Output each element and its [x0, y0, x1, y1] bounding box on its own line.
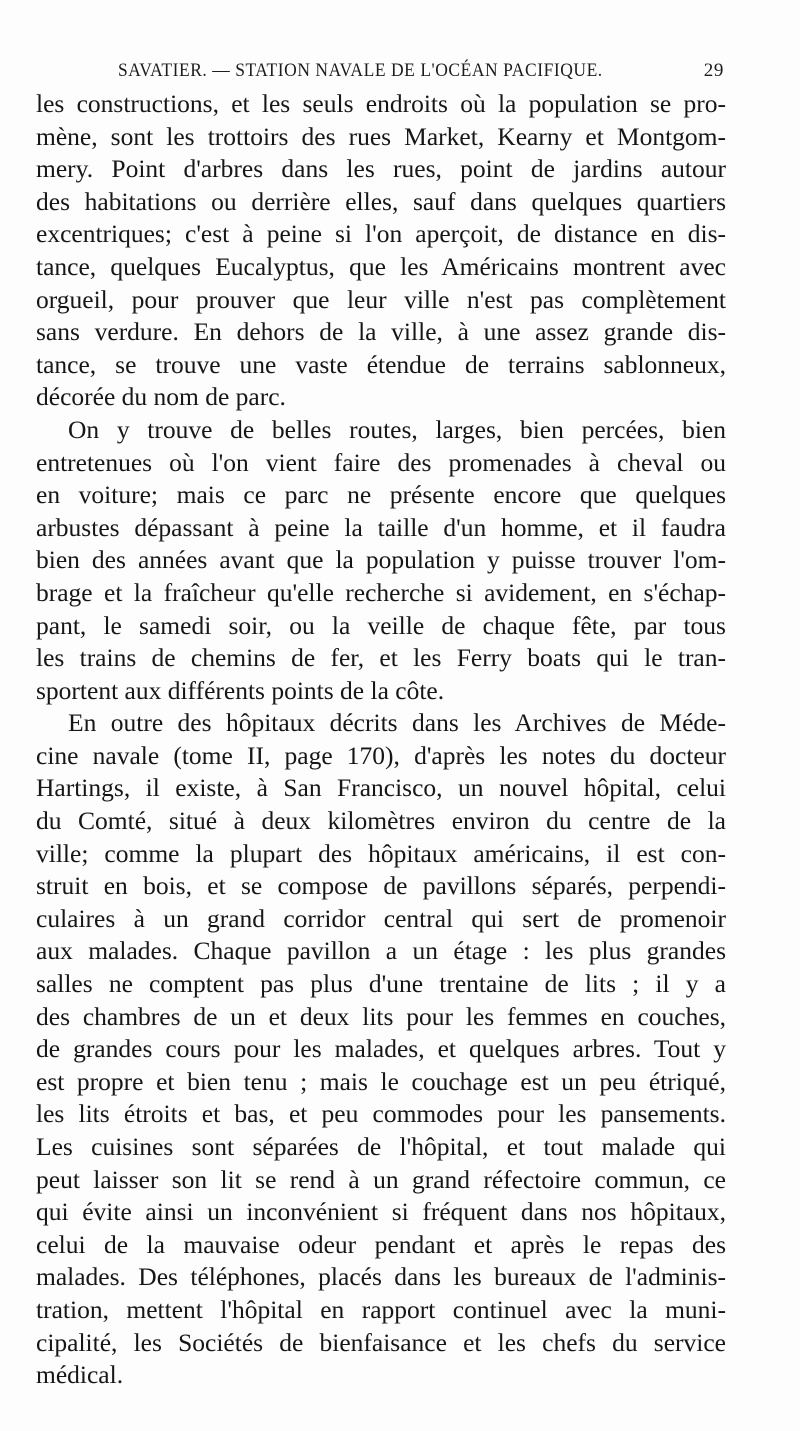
- running-header: [118, 60, 724, 88]
- text-line: mène, sont les trottoirs des rues Market, Kearny et Montgom-: [36, 121, 726, 151]
- text-line: de grandes cours pour les malades, et quelques arbres. Tout y: [36, 1034, 726, 1064]
- text-line: les trains de chemins de fer, et les Ferry boats qui le tran-: [36, 643, 726, 673]
- text-line: On y trouve de belles routes, larges, bien percées, bien: [68, 414, 726, 444]
- text-line: les lits étroits et bas, et peu commodes pour les pansements.: [36, 1099, 726, 1129]
- text-line: excentriques; c'est à peine si l'on aperçoit, de distance en dis-: [36, 219, 726, 249]
- page-number: 29: [703, 60, 724, 81]
- text-line: En outre des hôpitaux décrits dans les Archives de Méde-: [68, 708, 726, 738]
- text-line: sportent aux différents points de la côte.: [36, 675, 445, 705]
- text-line: sans verdure. En dehors de la ville, à une assez grande dis-: [36, 317, 726, 347]
- text-line: des habitations ou derrière elles, sauf dans quelques quartiers: [36, 186, 726, 216]
- text-line: mery. Point d'arbres dans les rues, point de jardins autour: [36, 154, 726, 184]
- text-line: médical.: [36, 1360, 124, 1390]
- text-line: tration, mettent l'hôpital en rapport continuel avec la muni-: [36, 1294, 726, 1324]
- text-line: struit en bois, et se compose de pavillons séparés, perpendi-: [36, 871, 726, 901]
- text-line: culaires à un grand corridor central qui sert de promenoir: [36, 903, 726, 933]
- text-line: Les cuisines sont séparées de l'hôpital, et tout malade qui: [36, 1132, 726, 1161]
- text-line: des chambres de un et deux lits pour les femmes en couches,: [36, 1001, 726, 1031]
- text-line: bien des années avant que la population y puisse trouver l'om-: [36, 545, 726, 575]
- text-line: décorée du nom de parc.: [36, 382, 286, 412]
- running-title: SAVATIER. — STATION NAVALE DE L'OCÉAN PACIFIQUE.: [118, 60, 603, 81]
- body-text: [36, 88, 726, 1392]
- text-line: brage et la fraîcheur qu'elle recherche si avidement, en s'échap-: [36, 577, 726, 607]
- text-line: cine navale (tome II, page 170), d'après les notes du docteur: [36, 740, 726, 770]
- text-line: qui évite ainsi un inconvénient si fréquent dans nos hôpitaux,: [36, 1197, 726, 1227]
- text-line: pant, le samedi soir, ou la veille de chaque fête, par tous: [36, 610, 726, 640]
- text-line: tance, se trouve une vaste étendue de terrains sablonneux,: [36, 349, 726, 379]
- text-line: Hartings, il existe, à San Francisco, un nouvel hôpital, celui: [36, 773, 726, 803]
- text-line: est propre et bien tenu ; mais le couchage est un peu étriqué,: [36, 1066, 726, 1096]
- text-line: celui de la mauvaise odeur pendant et après le repas des: [36, 1229, 726, 1259]
- text-line: orgueil, pour prouver que leur ville n'est pas complètement: [36, 284, 726, 314]
- text-line: tance, quelques Eucalyptus, que les Américains montrent avec: [36, 251, 726, 281]
- text-line: salles ne comptent pas plus d'une trentaine de lits ; il y a: [36, 969, 726, 999]
- text-line: arbustes dépassant à peine la taille d'un homme, et il faudra: [36, 512, 726, 542]
- text-line: entretenues où l'on vient faire des promenades à cheval ou: [36, 447, 726, 477]
- text-line: en voiture; mais ce parc ne présente encore que quelques: [36, 480, 726, 510]
- text-line: les constructions, et les seuls endroits où la population se pro-: [36, 89, 726, 118]
- text-line: ville; comme la plupart des hôpitaux américains, il est con-: [36, 838, 726, 868]
- text-line: cipalité, les Sociétés de bienfaisance et les chefs du service: [36, 1327, 726, 1357]
- text-line: malades. Des téléphones, placés dans les bureaux de l'adminis-: [36, 1262, 726, 1292]
- text-line: du Comté, situé à deux kilomètres environ du centre de la: [36, 806, 726, 836]
- text-line: aux malades. Chaque pavillon a un étage : les plus grandes: [36, 936, 726, 966]
- text-line: peut laisser son lit se rend à un grand réfectoire commun, ce: [36, 1164, 726, 1194]
